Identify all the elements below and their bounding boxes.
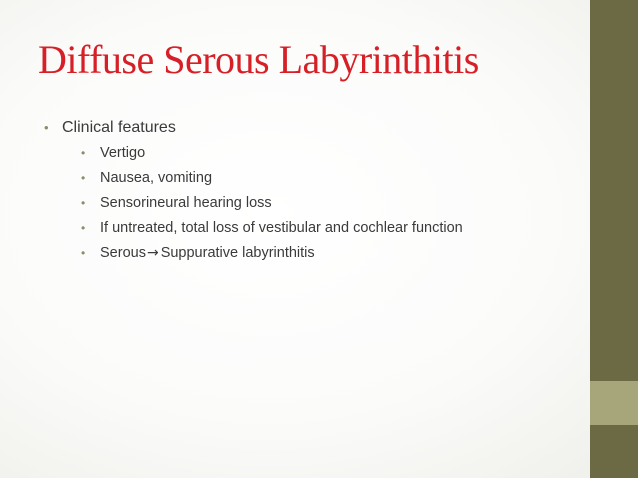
- bullet-list: [44, 115, 463, 266]
- sub-bullet-item: • Vertigo: [81, 141, 463, 166]
- bullet-label: Clinical features: [62, 119, 176, 136]
- progression-to: Suppurative labyrinthitis: [160, 245, 315, 261]
- sub-bullet-item: • If untreated, total loss of vestibular and cochlear function: [81, 216, 463, 241]
- right-arrow-icon: →: [146, 245, 159, 261]
- progression-from: Serous: [100, 245, 146, 261]
- side-decoration-accent: [590, 381, 638, 425]
- sub-bullet-item: • Nausea, vomiting: [81, 166, 463, 191]
- sub-bullet-list: [62, 141, 463, 266]
- bullet-clinical-features: [44, 115, 463, 266]
- sub-bullet-progression: [81, 241, 463, 266]
- sub-bullet-item: • Sensorineural hearing loss: [81, 191, 463, 216]
- slide-title: Diffuse Serous Labyrinthitis: [38, 37, 479, 82]
